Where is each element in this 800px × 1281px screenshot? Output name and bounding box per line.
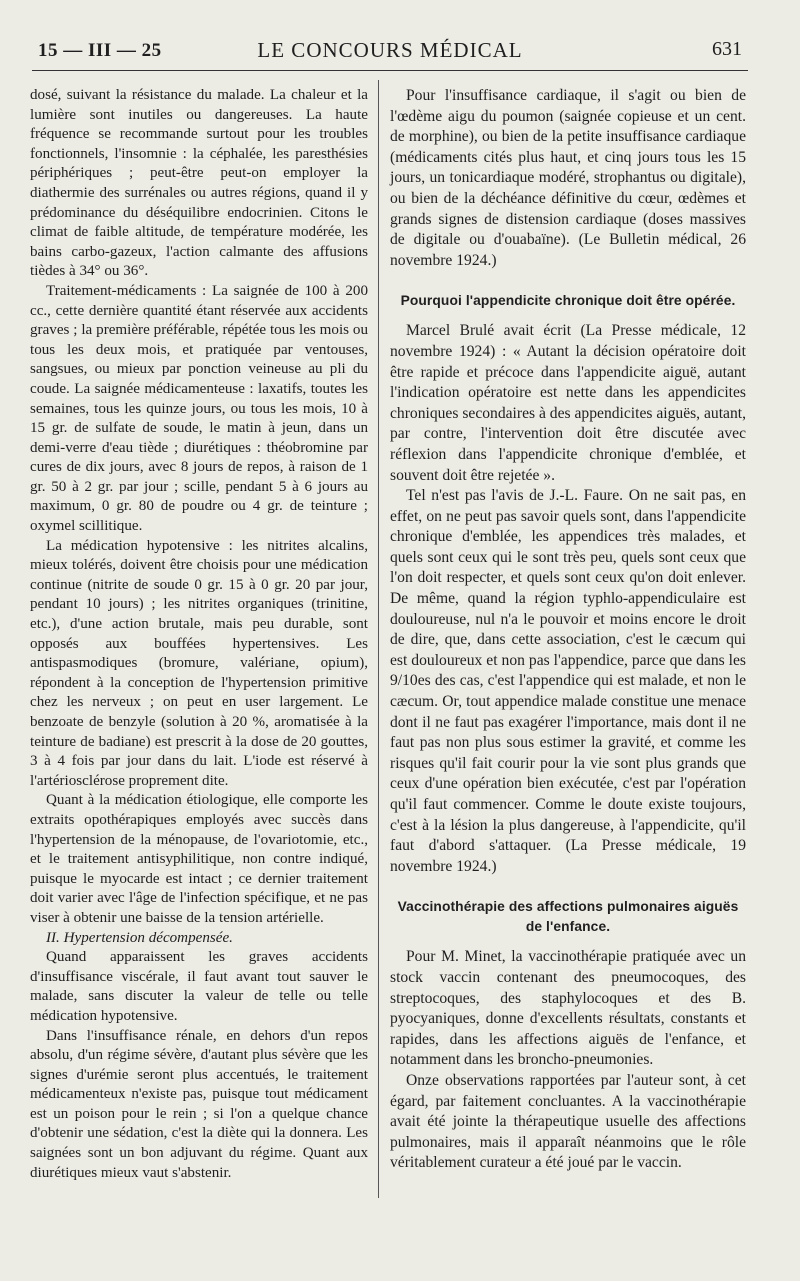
paragraph: Quant à la médication étiologique, elle comporte les extraits opothérapiques employés avec succès dans l'hypertension de la ménopause, de l'ovariotomie, etc., et le traitement antisyphilitique, non contre indiqué, puisque le myocarde est intact ; ce dernier traitement doit varier avec l'âge de l'infection spécifique, et ne pas viser à obtenir une baisse de la tension artérielle. — [30, 792, 368, 926]
journal-title: LE CONCOURS MÉDICAL — [257, 38, 523, 62]
spacer — [390, 271, 746, 285]
paragraph: La médication hypotensive : les nitrites alcalins, mieux tolérés, doivent être choisis pour une médication continue (nitrite de soude 0 gr. 15 à 0 gr. 20 par jour, pendant 10 jours) ; les nitrites organiques (trinitine, etc.), d'une action brutale, mais peu durable, sont opposés aux bouffées hypertensives. Les antispasmodiques (bromure, valériane, opium), répondent à la conception de l'hypertension primitive chez les nerveux ; on peut en user largement. Le benzoate de benzyle (solution à 20 %, aromatisée à la teinture de badiane) est prescrit à la dose de 20 gouttes, 3 à 4 fois par jour dans du lait. L'iode est réservé à l'artériosclérose proprement dite. — [30, 537, 368, 789]
paragraph: Tel n'est pas l'avis de J.-L. Faure. On ne sait pas, en effet, on ne peut pas savoir quels sont, dans l'appendicite chronique d'emblée, les appendices très malades, et quels sont ceux qui le sont très peu, quels sont ceux que l'on doit respecter, et quels sont ceux qu'on doit enlever. De même, quand la région typhlo-appendiculaire est douloureuse, nul n'a le pouvoir et moins encore le droit de dire, que, dans cette association, c'est le cæcum qui est douloureux et non pas l'appendice, parce que dans les 9/10es des cas, c'est l'appendice qui est malade, et non le cæcum. Or, tout appendice malade constitue une menace dont il ne faut pas exagérer l'importance, mais dont il ne faut pas non plus sous estimer la gravité, et comme les risques qu'il fait courir pour la vie sont plus grands que ceux d'une opération bien exécutée, c'est par l'opération qu'il faut commencer. Comme le doute existe toujours, c'est à la lésion la plus dangereuse, à l'appendicite, qu'il faut d'abord s'attaquer. (La Presse médicale, 19 novembre 1924.) — [390, 487, 746, 875]
paragraph: Pour M. Minet, la vaccinothérapie pratiquée avec un stock vaccin contenant des pneumocoques, des streptocoques, des staphylocoques et des B. pyocyaniques, donne d'excellents résultats, constants et rapides, dans les affections aiguës de l'enfance, et notamment dans les broncho-pneumonies. — [390, 948, 746, 1069]
issue-number: 15 — III — 25 — [38, 40, 162, 61]
paragraph: Dans l'insuffisance rénale, en dehors d'un repos absolu, d'un régime sévère, d'autant plus sévère que les signes d'urémie seront plus accentués, le traitement médicamenteux n'existe pas, puisque tout médicament est un poison pour le rein ; si l'on a quelque chance d'obtenir une sédation, c'est la diète qui la donnera. Les saignées sont un bon adjuvant du régime. Quant aux diurétiques mieux vaut s'abstenir. — [30, 1027, 368, 1181]
paragraph: Onze observations rapportées par l'auteur sont, à cet égard, par faitement concluantes. A la vaccinothérapie avait été jointe la thérapeutique usuelle des affections pulmonaires, mais il apparaît néanmoins que le rôle véritablement curateur a été joué par le vaccin. — [390, 1071, 746, 1172]
spacer — [390, 877, 746, 891]
article-heading: Vaccinothérapie des affections pulmonaires aiguës de l'enfance. — [397, 899, 739, 935]
column-divider — [378, 80, 379, 1198]
paragraph: Traitement-médicaments : La saignée de 100 à 200 cc., cette dernière quantité étant réservée aux accidents graves ; la première préférable, répétée tous les mois ou tous les deux mois, et pratiquée par ventouses, sangsues, ou mieux par ponction veineuse au pli du coude. La saignée médicamenteuse : laxatifs, toutes les semaines, tous les quinze jours, ou tous les mois, 10 à 15 gr. de sulfate de soude, le matin à jeun, dans un demi-verre d'eau tiède ; diurétiques : théobromine par cures de dix jours, avec 8 jours de repos, à raison de 1 gr. 50 à 2 gr. par jour ; scille, pendant 5 à 6 jours au maximum, 0 gr. 80 de poudre ou 4 gr. de teinture ; oxymel scillitique. — [30, 282, 368, 535]
page-number: 631 — [712, 38, 742, 60]
right-column — [390, 86, 746, 1174]
page-header — [38, 36, 742, 66]
subsection-heading: II. Hypertension décompensée. — [46, 929, 233, 946]
paragraph: Pour l'insuffisance cardiaque, il s'agit ou bien de l'œdème aigu du poumon (saignée copieuse et un cent. de morphine), ou bien de la petite insuffisance cardiaque (médicaments cités plus haut, et cinq jours tous les 15 jours, un tonicardiaque modéré, strophantus ou digitale), ou bien de la déchéance définitive du cœur, œdèmes et grands signes de distension cardiaque (doses massives de digitale ou d'ouabaïne). (Le Bulletin médical, 26 novembre 1924.) — [390, 87, 746, 269]
paragraph: Marcel Brulé avait écrit (La Presse médicale, 12 novembre 1924) : « Autant la décision opératoire doit être rapide et précoce dans l'appendicite aiguë, autant l'indication opératoire est nette dans les appendicites chroniques secondaires à des appendicites aiguës, autant, par contre, l'intervention doit être discutée avec réflexion dans l'appendicite chronique d'emblée, et souvent doit être rejetée ». — [390, 322, 746, 484]
left-column — [30, 86, 368, 1183]
header-rule — [32, 70, 748, 71]
paragraph: dosé, suivant la résistance du malade. La chaleur et la lumière sont inutiles ou dangereuses. La haute fréquence se recommande surtout pour les troubles fonctionnels, l'insomnie : la céphalée, les paresthésies périphériques ; peut-être peut-on employer la diathermie des surrénales ou autres régions, quand il y prédominance du déséquilibre endocrinien. Citons le climat de faible altitude, de température modérée, les bains carbo-gazeux, l'action calmante des affusions tièdes à 34° ou 36°. — [30, 87, 368, 280]
paragraph: Quand apparaissent les graves accidents d'insuffisance viscérale, il faut avant tout sauver le malade, sans discuter la valeur de telle ou telle médication hypotensive. — [30, 949, 368, 1024]
article-heading: Pourquoi l'appendicite chronique doit être opérée. — [400, 293, 736, 309]
